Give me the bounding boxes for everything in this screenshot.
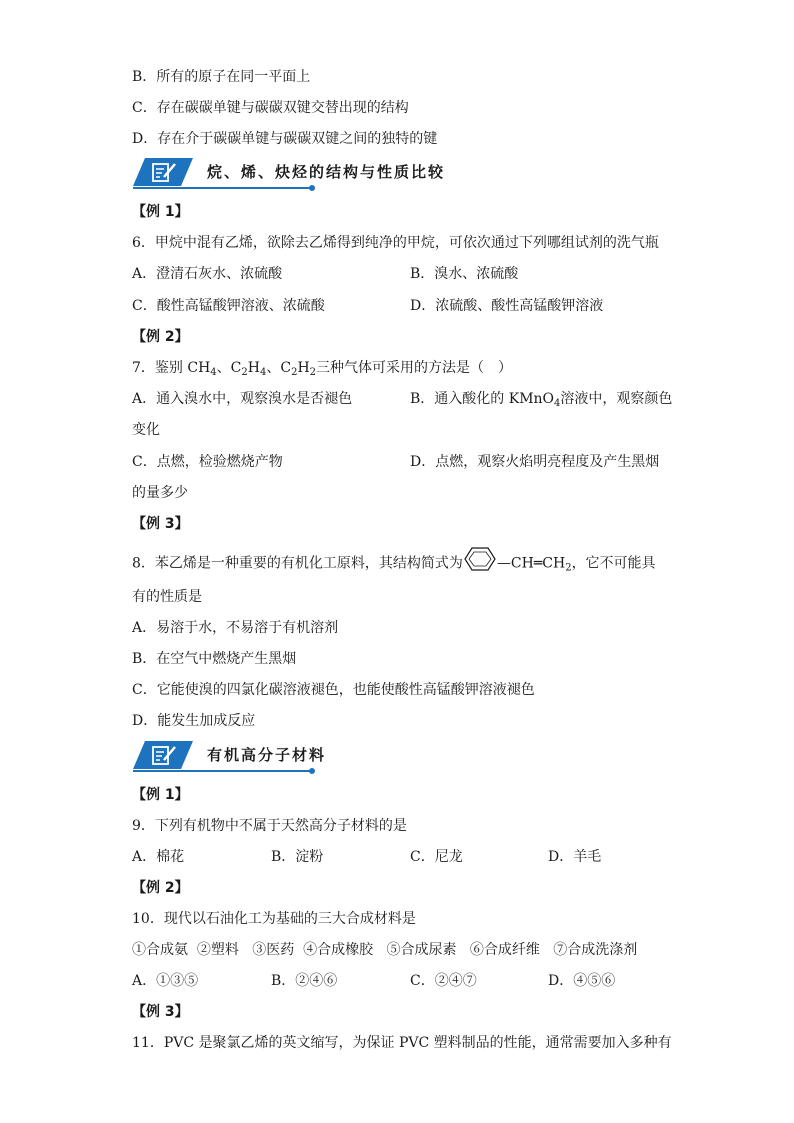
q8-option-b: B．在空气中燃烧产生黑烟	[132, 651, 297, 667]
q8-stem-cont: 有的性质是	[132, 589, 202, 605]
option-c-alternating: C．存在碳碳单键与碳碳双键交替出现的结构	[132, 100, 409, 116]
q10-option-c: C．②④⑦	[410, 973, 477, 989]
notepad-pencil-icon	[133, 158, 193, 186]
q7-option-b-cont: 变化	[132, 422, 160, 438]
q7-option-d-cont: 的量多少	[132, 485, 188, 501]
q10-stem: 10．现代以石油化工为基础的三大合成材料是	[132, 911, 416, 927]
section-rule-dot	[309, 768, 315, 774]
benzene-ring-icon	[463, 546, 497, 581]
section-banner-hydrocarbons	[133, 158, 446, 190]
q10-option-d: D．④⑤⑥	[548, 973, 616, 989]
q6-option-a: A．澄清石灰水、浓硫酸	[132, 266, 283, 282]
q7-stem: 7．鉴别 $CH_4$、$C_2H_4$、$C_2H_2$三种气体可采用的方法是（ ）	[132, 360, 513, 378]
section-rule-dot	[309, 185, 315, 191]
q8-stem: 8．苯乙烯是一种重要的有机化工原料，其结构简式为 $—CH═CH_2$，它不可能具	[132, 546, 656, 581]
section-title: 烷、烯、炔烃的结构与性质比较	[207, 163, 446, 181]
example-label: 【例 1】	[132, 787, 189, 803]
q9-option-c: C．尼龙	[410, 849, 463, 865]
example-label: 【例 2】	[132, 329, 189, 345]
q6-option-d: D．浓硫酸、酸性高锰酸钾溶液	[410, 298, 604, 314]
q7-stem-pre: 7．鉴别 CH	[132, 360, 211, 376]
q6-option-b: B．溴水、浓硫酸	[410, 266, 519, 282]
q8-stem-pre: 8．苯乙烯是一种重要的有机化工原料，其结构简式为	[132, 555, 463, 572]
q9-option-d: D．羊毛	[548, 849, 602, 865]
q8-option-a: A．易溶于水，不易溶于有机溶剂	[132, 620, 339, 636]
example-label: 【例 3】	[132, 1004, 189, 1020]
example-label: 【例 3】	[132, 516, 189, 532]
section-rule	[133, 770, 313, 772]
q7-option-b: B．通入酸化的 KMnO$_4$溶液中，观察颜色	[410, 391, 673, 409]
q8-option-d: D．能发生加成反应	[132, 713, 256, 729]
option-b-plane: B．所有的原子在同一平面上	[132, 69, 311, 85]
example-label: 【例 1】	[132, 204, 189, 220]
q7-option-d: D．点燃，观察火焰明亮程度及产生黑烟	[410, 454, 660, 470]
option-d-unique-bond: D．存在介于碳碳单键与碳碳双键之间的独特的键	[132, 131, 438, 147]
q6-option-c: C．酸性高锰酸钾溶液、浓硫酸	[132, 298, 325, 314]
q6-stem: 6．甲烷中混有乙烯，欲除去乙烯得到纯净的甲烷，可依次通过下列哪组试剂的洗气瓶	[132, 235, 659, 251]
q7-option-b-pre: B．通入酸化的 KMnO	[410, 391, 555, 407]
q8-struct-text: —CH═CH	[496, 555, 566, 572]
section-title: 有机高分子材料	[207, 746, 327, 764]
example-label: 【例 2】	[132, 880, 189, 896]
q9-stem: 9．下列有机物中不属于天然高分子材料的是	[132, 818, 407, 834]
notepad-pencil-icon	[133, 741, 193, 769]
q10-option-b: B．②④⑥	[271, 973, 338, 989]
section-banner-polymers	[133, 741, 327, 773]
q9-option-b: B．淀粉	[271, 849, 324, 865]
q7-stem-post: 三种气体可采用的方法是（ ）	[316, 360, 513, 376]
q7-option-b-post: 溶液中，观察颜色	[560, 391, 673, 407]
section-rule	[133, 187, 313, 189]
q10-option-a: A．①③⑤	[132, 973, 199, 989]
q7-option-c: C．点燃，检验燃烧产物	[132, 454, 283, 470]
q11-stem: 11．PVC 是聚氯乙烯的英文缩写，为保证 PVC 塑料制品的性能，通常需要加入多种有	[132, 1035, 672, 1051]
q9-option-a: A．棉花	[132, 849, 185, 865]
q8-stem-post: ，它不可能具	[571, 555, 656, 572]
q8-option-c: C．它能使溴的四氯化碳溶液褪色，也能使酸性高锰酸钾溶液褪色	[132, 682, 535, 698]
q10-items: ①合成氨 ②塑料 ③医药 ④合成橡胶 ⑤合成尿素 ⑥合成纤维 ⑦合成洗涤剂	[132, 942, 638, 958]
q7-option-a: A．通入溴水中，观察溴水是否褪色	[132, 391, 353, 407]
